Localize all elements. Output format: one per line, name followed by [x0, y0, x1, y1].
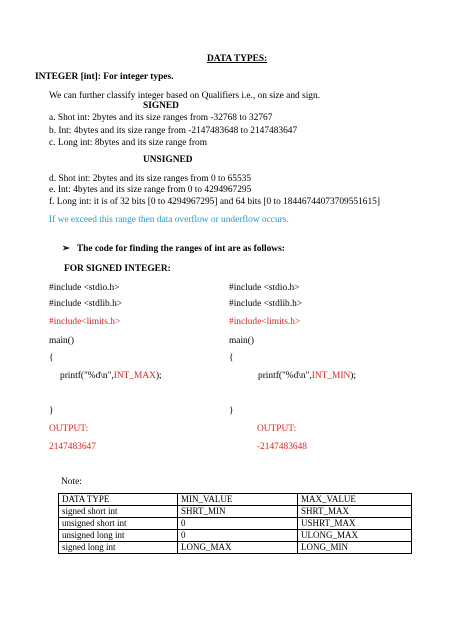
right-include-limits: #include<limits.h> [229, 317, 301, 327]
page-title: DATA TYPES: [207, 54, 268, 64]
signed-int-heading: FOR SIGNED INTEGER: [64, 264, 171, 274]
note-table [58, 493, 412, 554]
table-header-cell: DATA TYPE [59, 494, 178, 506]
table-cell: signed short int [59, 506, 178, 518]
left-include-stdio: #include <stdio.h> [49, 283, 120, 293]
unsigned-heading: UNSIGNED [143, 155, 193, 165]
left-include-stdlib: #include <stdlib.h> [49, 299, 123, 309]
left-printf-macro: INT_MAX [113, 371, 156, 381]
table-header-row [59, 494, 412, 506]
left-printf [60, 371, 162, 382]
code-heading: The code for finding the ranges of int are as follows: [76, 244, 285, 254]
right-printf [258, 371, 356, 382]
table-cell: signed long int [59, 542, 178, 554]
right-include-stdlib: #include <stdlib.h> [229, 299, 303, 309]
table-cell: SHRT_MIN [178, 506, 298, 518]
right-main: main() [229, 336, 254, 346]
integer-heading: INTEGER [int]: For integer types. [35, 72, 174, 82]
table-cell: unsigned short int [59, 518, 178, 530]
signed-heading: SIGNED [143, 101, 179, 111]
left-close-brace: } [49, 406, 54, 416]
table-row [59, 506, 412, 518]
intro-text: We can further classify integer based on Qualifiers i.e., on size and sign. [49, 91, 321, 101]
unsigned-item-d: d. Shot int: 2bytes and its size ranges from 0 to 65535 [49, 174, 252, 184]
code-heading-row [62, 244, 285, 255]
signed-item-b: b. Int: 4bytes and its size range from -2147483648 to 2147483647 [49, 126, 298, 136]
left-open-brace: { [49, 353, 54, 363]
right-close-brace: } [229, 406, 234, 416]
left-include-limits: #include<limits.h> [49, 317, 121, 327]
table-row [59, 542, 412, 554]
left-output-value: 2147483647 [49, 442, 96, 452]
signed-item-a: a. Shot int: 2bytes and its size ranges from -32768 to 32767 [49, 113, 273, 123]
right-open-brace: { [229, 353, 234, 363]
table-cell: unsigned long int [59, 530, 178, 542]
signed-item-c: c. Long int: 8bytes and its size range from [49, 138, 208, 148]
left-output-label: OUTPUT: [49, 424, 89, 434]
right-include-stdio: #include <stdio.h> [229, 283, 300, 293]
note-label: Note: [61, 477, 82, 487]
table-cell: LONG_MAX [178, 542, 298, 554]
overflow-note: If we exceed this range then data overflow or underflow occurs. [49, 215, 289, 225]
right-printf-suffix: ); [350, 371, 357, 381]
table-cell: 0 [178, 530, 298, 542]
left-printf-prefix: printf("%d\n", [60, 371, 114, 381]
left-main: main() [49, 336, 74, 346]
left-printf-suffix: ); [155, 371, 162, 381]
table-header-cell: MAX_VALUE [298, 494, 412, 506]
unsigned-item-f: f. Long int: it is of 32 bits [0 to 4294967295] and 64 bits [0 to 18446744073709551615] [49, 197, 380, 207]
right-printf-macro: INT_MIN [311, 371, 351, 381]
table-cell: LONG_MIN [298, 542, 412, 554]
table-row [59, 518, 412, 530]
table-cell: ULONG_MAX [298, 530, 412, 542]
right-output-label: OUTPUT: [257, 424, 297, 434]
table-cell: 0 [178, 518, 298, 530]
table-cell: USHRT_MAX [298, 518, 412, 530]
table-cell: SHRT_MAX [298, 506, 412, 518]
unsigned-item-e: e. Int: 4bytes and its size range from 0 to 4294967295 [49, 185, 252, 195]
table-row [59, 530, 412, 542]
bullet-arrow-icon: ➢ [62, 244, 70, 254]
right-printf-prefix: printf("%d\n", [258, 371, 312, 381]
table-header-cell: MIN_VALUE [178, 494, 298, 506]
right-output-value: -2147483648 [257, 442, 307, 452]
